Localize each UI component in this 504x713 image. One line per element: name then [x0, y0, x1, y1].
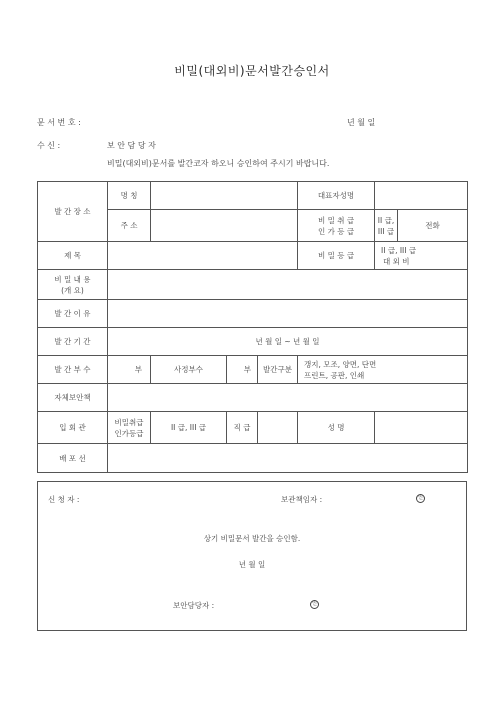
- grade-options-l2: 대 외 비: [383, 256, 410, 266]
- reason-label: 발 간 이 유: [38, 300, 108, 328]
- grade-options-l1: II 급, III 급: [381, 245, 417, 255]
- method-options-l2: 프린트, 공판, 인쇄: [304, 370, 365, 380]
- position-label: 직 급: [227, 412, 258, 444]
- phone-label: 전화: [398, 210, 468, 242]
- name-field[interactable]: [151, 182, 298, 210]
- witness-clearance-l2: 인가등급: [114, 428, 144, 438]
- subject-field[interactable]: [108, 242, 298, 270]
- applicant-label: 신 청 자 :: [48, 495, 80, 504]
- distribution-label: 배 포 선: [38, 444, 108, 473]
- recipient-value: 보 안 담 당 자: [107, 141, 156, 150]
- position-field[interactable]: [258, 412, 298, 444]
- name-label: 명 칭: [108, 182, 151, 210]
- security-measures-label: 자체보안책: [38, 384, 108, 412]
- content-label: [38, 270, 108, 300]
- copies-label: 발 간 부 수: [38, 356, 108, 384]
- officer-seal-icon: [310, 599, 319, 609]
- used-copies-unit[interactable]: 부: [227, 356, 258, 384]
- clearance-label: [298, 210, 375, 242]
- request-text: 비밀(대외비)문서를 발간코자 하오니 승인하여 주시기 바랍니다.: [107, 159, 330, 168]
- copies-unit[interactable]: 부: [108, 356, 151, 384]
- secret-grade-options: [375, 242, 468, 270]
- security-officer-label: 보안담당자 :: [173, 601, 215, 610]
- subject-label: 제 목: [38, 242, 108, 270]
- witness-label: 입 회 관: [38, 412, 108, 444]
- approval-date: 년 월 일: [238, 560, 266, 569]
- used-copies-label: 사정부수: [151, 356, 227, 384]
- clearance-label-l1: 비 밀 취 급: [317, 215, 355, 225]
- address-label: 주 소: [108, 210, 151, 242]
- witness-clearance-label: [108, 412, 151, 444]
- method-options-l1: 갱지, 모조, 양면, 단면: [304, 359, 377, 369]
- period-label: 발 간 기 간: [38, 328, 108, 356]
- security-measures-field[interactable]: [108, 384, 468, 412]
- approval-form-table: [37, 181, 468, 473]
- custodian-label: 보관책임자 :: [281, 495, 323, 504]
- officer-seal-text: 인: [310, 600, 319, 609]
- reason-field[interactable]: [108, 300, 468, 328]
- content-label-l1: 비 밀 내 용: [54, 274, 91, 284]
- content-label-l2: (개 요): [61, 285, 84, 295]
- address-field[interactable]: [151, 210, 298, 242]
- approval-section: [37, 481, 467, 631]
- date-label: 년 월 일: [347, 118, 376, 127]
- witness-grade-value: II 급, III 급: [151, 412, 227, 444]
- content-field[interactable]: [108, 270, 468, 300]
- person-name-field[interactable]: [375, 412, 468, 444]
- method-label: 발간구분: [258, 356, 298, 384]
- recipient-label: 수 신 :: [37, 141, 61, 150]
- page-title: 비밀(대외비)문서발간승인서: [174, 64, 330, 78]
- distribution-field[interactable]: [108, 444, 468, 473]
- seal-text: 인: [416, 494, 425, 503]
- rep-name-field[interactable]: [375, 182, 468, 210]
- approval-text: 상기 비밀문서 발간을 승인함.: [203, 534, 301, 543]
- clearance-label-l2: 인 가 등 급: [317, 226, 355, 236]
- rep-name-label: 대표자성명: [298, 182, 375, 210]
- secret-grade-label: 비 밀 등 급: [298, 242, 375, 270]
- print-place-label: 발 간 장 소: [38, 182, 108, 242]
- period-field[interactable]: 년 월 일 ~ 년 월 일: [108, 328, 468, 356]
- method-options: [298, 356, 468, 384]
- clearance-grade-value: II 급, III 급: [375, 210, 398, 242]
- witness-clearance-l1: 비밀취급: [114, 417, 144, 427]
- person-name-label: 성 명: [298, 412, 375, 444]
- custodian-seal-icon: [416, 493, 425, 503]
- doc-number-label: 문 서 번 호 :: [37, 118, 81, 127]
